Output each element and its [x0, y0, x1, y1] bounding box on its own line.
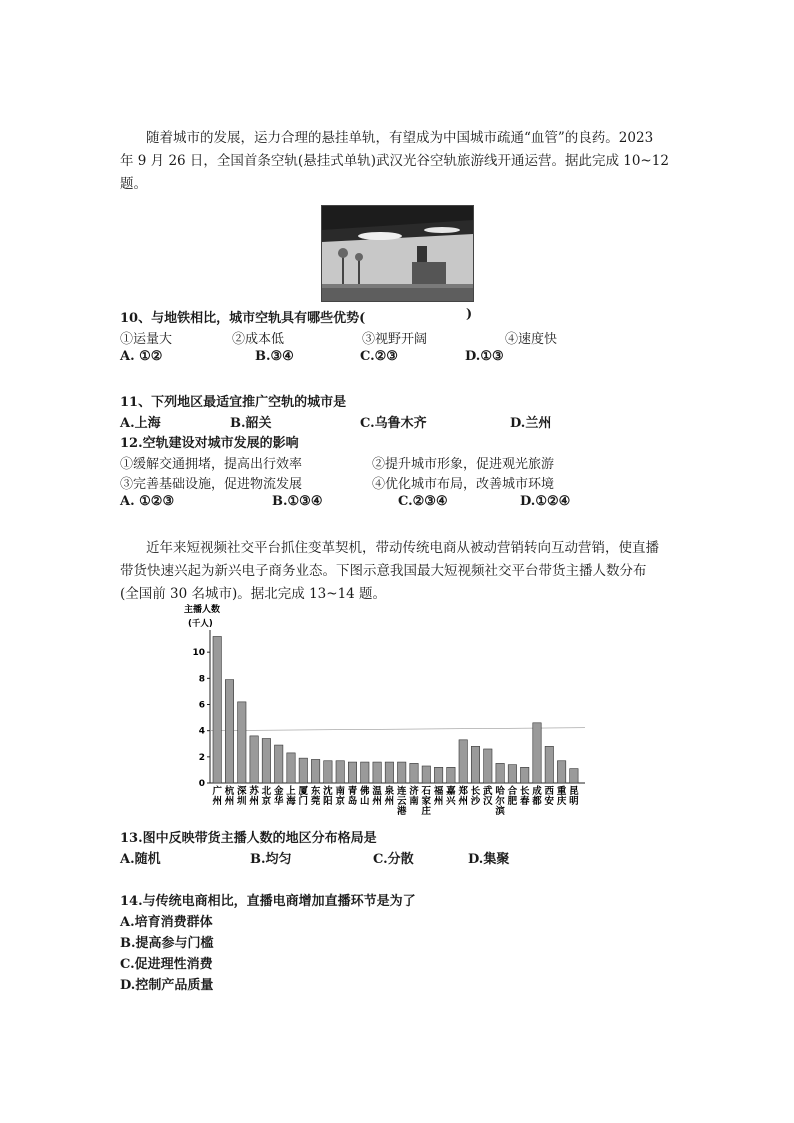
q10-option-d[interactable]: D.①③: [465, 349, 504, 364]
q11-option-a[interactable]: A.上海: [120, 416, 161, 431]
q12-option-d[interactable]: D.①②④: [520, 494, 571, 509]
q12-item-3: ③完善基础设施，促进物流发展: [120, 477, 303, 492]
bar: [422, 766, 430, 783]
category-label: 广州: [212, 786, 222, 807]
category-label: 合肥: [507, 786, 518, 807]
category-label: 石家庄: [421, 786, 432, 815]
category-label: 福州: [433, 786, 444, 807]
q12-item-1: ①缓解交通拥堵，提高出行效率: [120, 457, 303, 472]
bar: [238, 702, 246, 783]
q10-stem-end: ): [466, 307, 473, 322]
category-label: 长春: [519, 786, 530, 807]
q11-option-b[interactable]: B.韶关: [230, 416, 272, 431]
category-label: 杭州: [224, 786, 235, 807]
intro2-line2: 带货快速兴起为新兴电子商务业态。下图示意我国最大短视频社交平台带货主播人数分布: [120, 563, 647, 579]
category-label: 苏州: [249, 786, 259, 807]
category-label: 长沙: [470, 786, 481, 807]
category-label: 哈尔滨: [495, 786, 505, 815]
q12-option-a[interactable]: A. ①②③: [120, 494, 175, 509]
y-tick-label: 6: [198, 700, 205, 711]
bar: [225, 680, 233, 783]
intro1-line3: 题。: [120, 176, 147, 192]
bar: [373, 762, 381, 783]
category-label: 深圳: [237, 786, 247, 807]
q10-item-3: ③视野开阔: [362, 332, 428, 347]
y-tick-label: 4: [198, 726, 205, 737]
q10-item-1: ①运量大: [120, 332, 173, 347]
q12-option-c[interactable]: C.②③④: [398, 494, 448, 509]
q10-stem: 10、与地铁相比，城市空轨具有哪些优势(: [120, 311, 366, 326]
bar: [471, 746, 479, 783]
category-label: 重庆: [556, 786, 567, 807]
category-label: 厦门: [298, 786, 309, 807]
bar: [275, 745, 283, 783]
y-axis-title: 主播人数: [184, 605, 221, 615]
category-label: 青岛: [347, 786, 358, 807]
q10-item-4: ④速度快: [505, 332, 558, 347]
bar: [508, 765, 516, 783]
bar: [361, 762, 369, 783]
q14-option-c[interactable]: C.促进理性消费: [120, 957, 213, 972]
q10-option-a[interactable]: A. ①②: [120, 349, 163, 364]
intro2-line3: (全国前 30 名城市)。据北完成 13~14 题。: [120, 586, 387, 602]
bar: [250, 736, 258, 783]
q14-option-a[interactable]: A.培育消费群体: [120, 915, 213, 930]
bar: [348, 762, 356, 783]
category-label: 连云港: [396, 786, 407, 815]
bar: [324, 761, 332, 783]
q14-option-d[interactable]: D.控制产品质量: [120, 978, 214, 993]
q14-option-b[interactable]: B.提高参与门槛: [120, 936, 214, 951]
category-label: 温州: [372, 786, 382, 807]
bar: [398, 762, 406, 783]
q11-option-c[interactable]: C.乌鲁木齐: [360, 416, 427, 431]
category-label: 上海: [286, 786, 296, 807]
bar: [299, 758, 307, 783]
category-label: 西安: [544, 786, 555, 807]
category-label: 昆明: [569, 786, 579, 807]
q12-stem: 12.空轨建设对城市发展的影响: [120, 436, 299, 451]
y-tick-label: 8: [198, 674, 205, 685]
category-label: 武汉: [483, 786, 493, 807]
bar: [311, 759, 319, 783]
category-label: 北京: [261, 786, 272, 807]
y-axis-unit: (千人): [188, 619, 213, 629]
bar: [557, 761, 565, 783]
q10-option-c[interactable]: C.②③: [360, 349, 398, 364]
category-label: 泉州: [384, 786, 395, 807]
bar: [484, 749, 492, 783]
reference-line: [210, 728, 585, 731]
q13-stem: 13.图中反映带货主播人数的地区分布格局是: [120, 831, 377, 846]
bar: [262, 739, 270, 783]
category-label: 成都: [532, 786, 542, 807]
q13-option-b[interactable]: B.均匀: [250, 852, 292, 867]
q10-item-2: ②成本低: [232, 332, 285, 347]
category-label: 南京: [335, 786, 345, 807]
category-label: 郑州: [458, 786, 468, 807]
q12-item-2: ②提升城市形象，促进观光旅游: [372, 457, 555, 472]
bar: [521, 767, 529, 783]
q12-item-4: ④优化城市布局，改善城市环境: [372, 477, 555, 492]
intro1-line2: 年 9 月 26 日，全国首条空轨(悬挂式单轨)武汉光谷空轨旅游线开通运营。据此完成 10~12: [120, 153, 669, 169]
y-tick-label: 2: [198, 752, 205, 763]
category-label: 沈阳: [323, 786, 333, 807]
q13-option-d[interactable]: D.集聚: [468, 852, 510, 867]
bar: [385, 762, 393, 783]
bar: [533, 723, 541, 783]
bar: [410, 763, 418, 783]
bar: [545, 746, 553, 783]
q13-option-c[interactable]: C.分散: [373, 852, 414, 867]
category-label: 嘉兴: [446, 786, 456, 807]
bar: [287, 753, 295, 783]
q10-option-b[interactable]: B.③④: [255, 349, 294, 364]
q13-option-a[interactable]: A.随机: [120, 852, 161, 867]
q14-stem: 14.与传统电商相比，直播电商增加直播环节是为了: [120, 894, 416, 909]
category-label: 济南: [409, 786, 419, 807]
bar: [496, 763, 504, 783]
bar: [447, 767, 455, 783]
bar: [570, 769, 578, 783]
chart-svg: [180, 600, 620, 815]
category-label: 金华: [273, 786, 284, 807]
category-label: 佛山: [360, 786, 370, 807]
bar: [459, 740, 467, 783]
streamer-bar-chart: [180, 600, 620, 815]
bar: [434, 767, 442, 783]
q12-option-b[interactable]: B.①③④: [272, 494, 323, 509]
bar: [213, 636, 221, 783]
monorail-photo: [321, 205, 474, 302]
q11-option-d[interactable]: D.兰州: [510, 416, 552, 431]
q11-stem: 11、下列地区最适宜推广空轨的城市是: [120, 395, 347, 410]
y-tick-label: 10: [192, 648, 205, 659]
category-label: 东莞: [310, 786, 321, 807]
intro2-line1: 近年来短视频社交平台抓住变革契机，带动传统电商从被动营销转向互动营销，使直播: [146, 540, 659, 556]
bar: [336, 761, 344, 783]
intro1-line1: 随着城市的发展，运力合理的悬挂单轨，有望成为中国城市疏通“血管”的良药。2023: [146, 130, 654, 146]
y-tick-label: 0: [198, 779, 205, 789]
